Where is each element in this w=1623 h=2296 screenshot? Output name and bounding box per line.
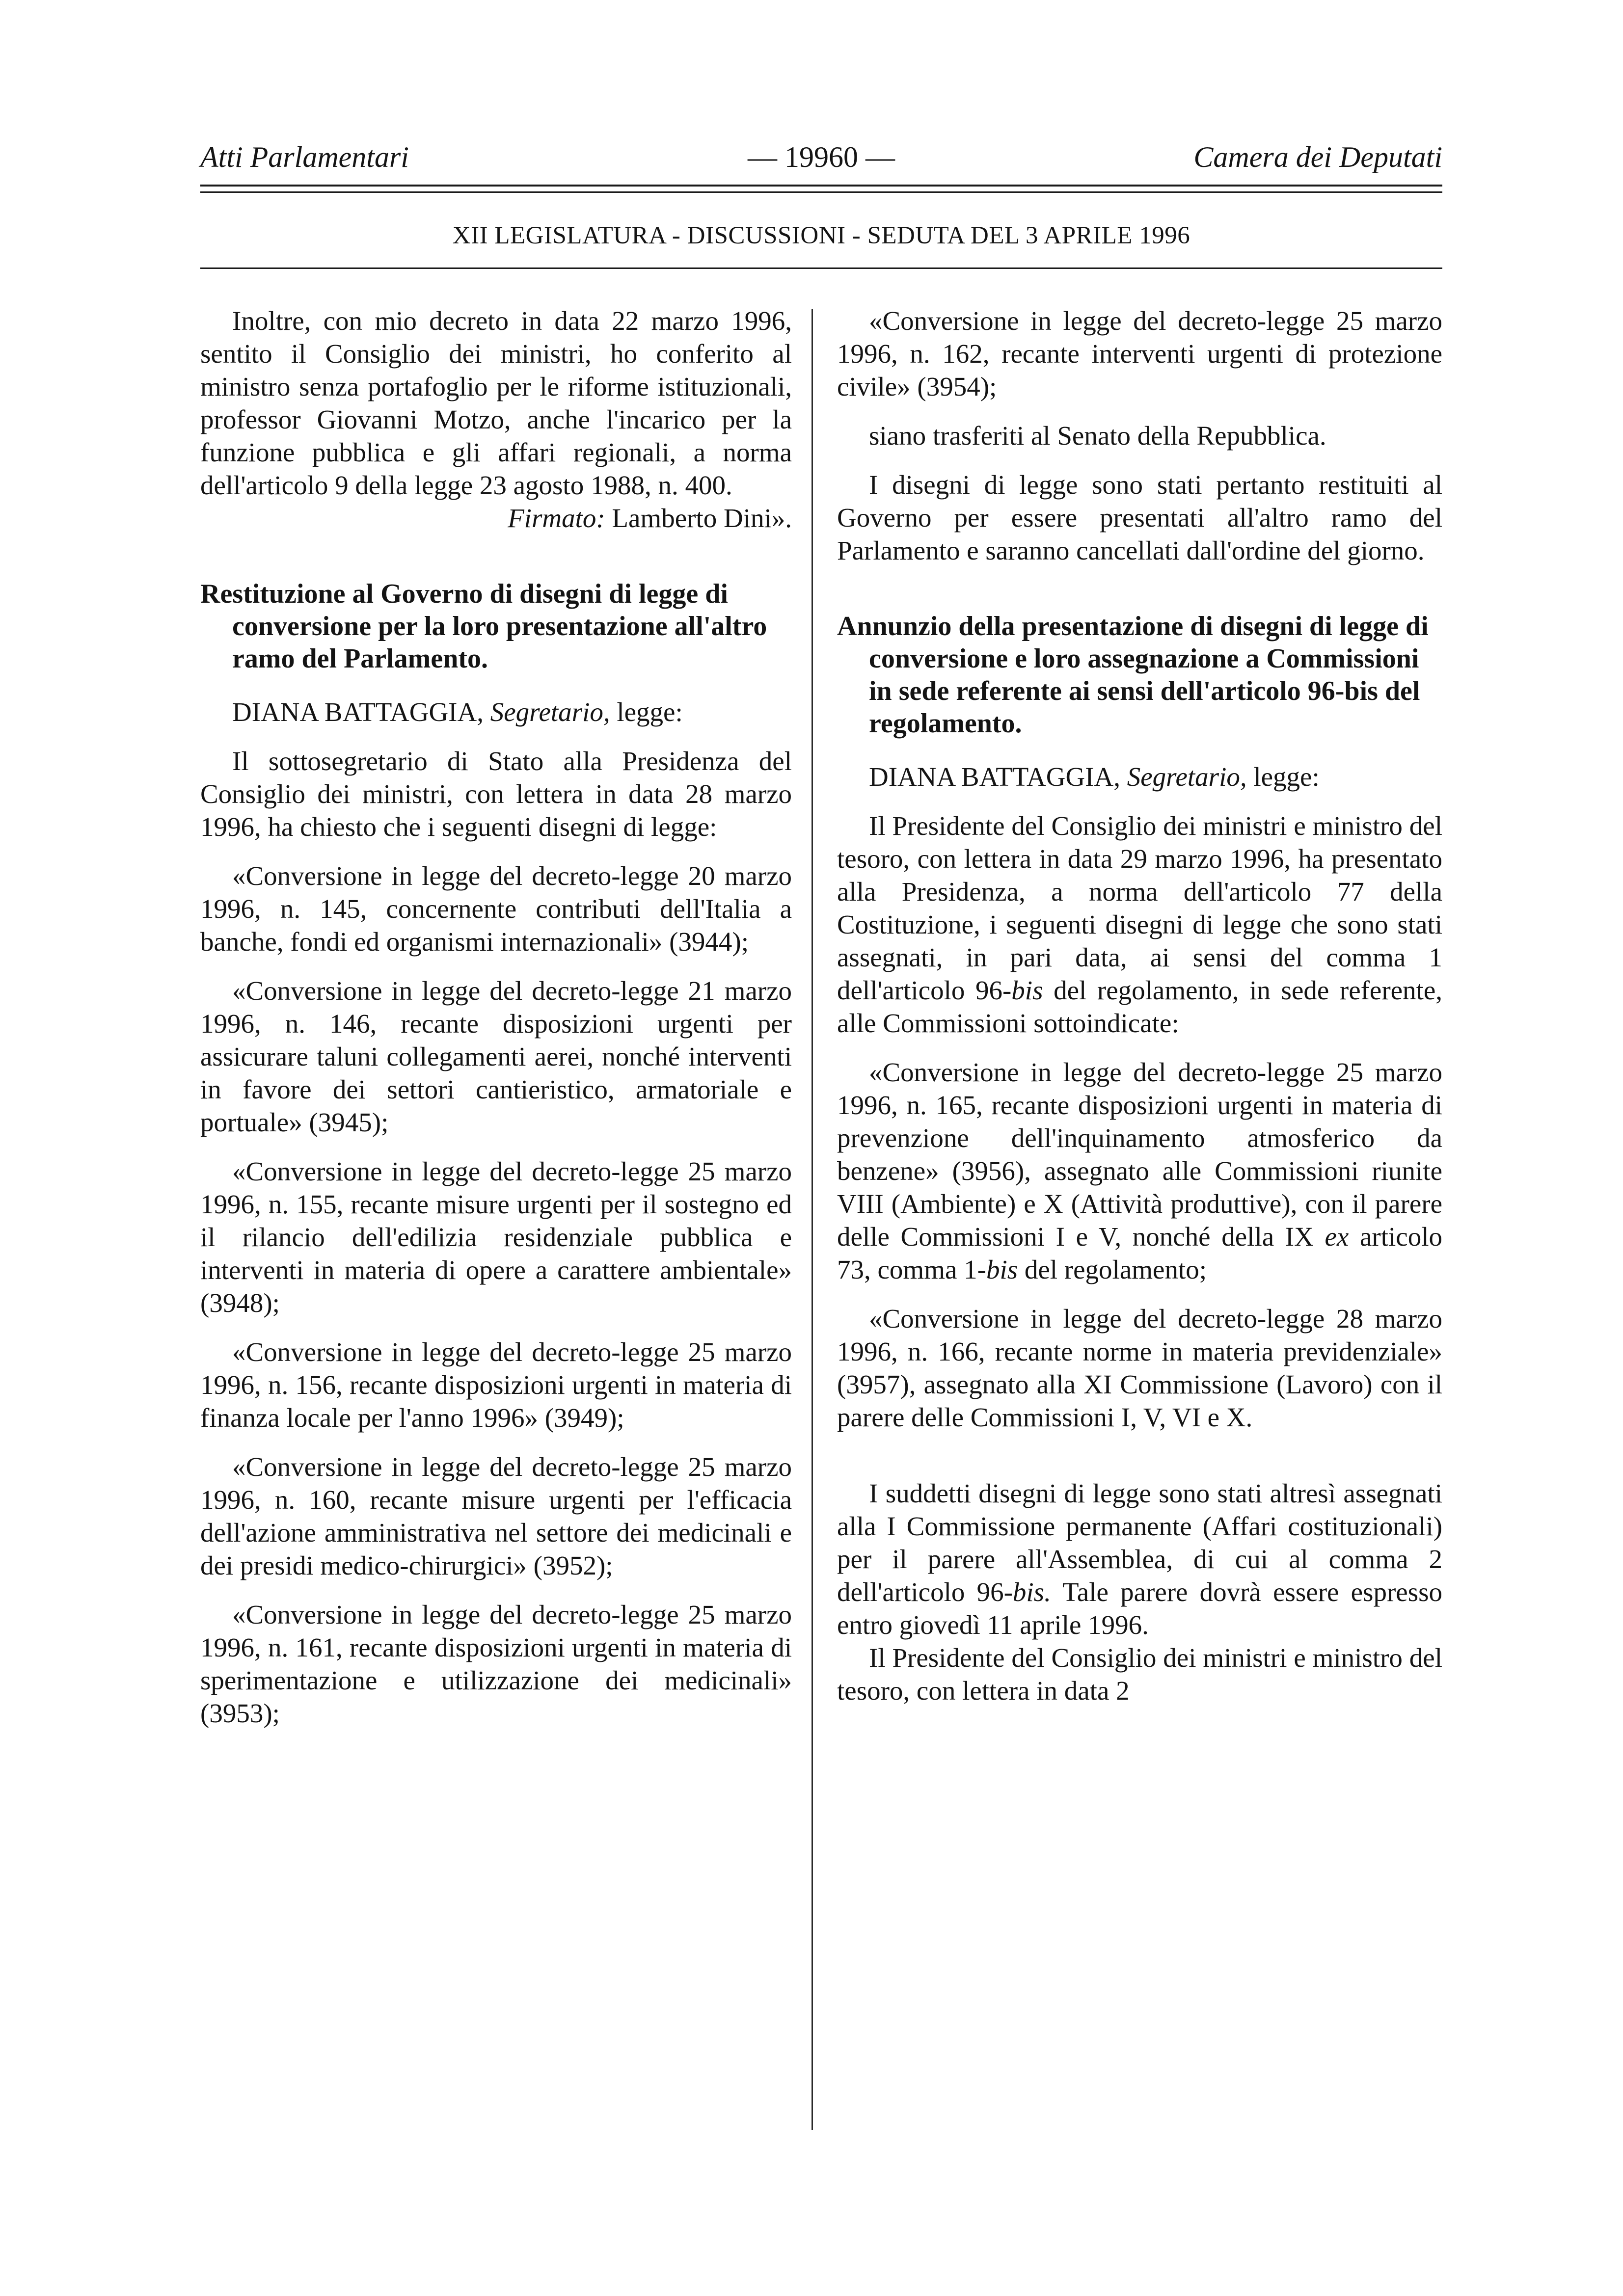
- speaker-verb: legge:: [617, 697, 683, 727]
- section-heading: Restituzione al Governo di disegni di legge di conversione per la loro presentazione all'altro ramo del Parlamento.: [200, 579, 767, 674]
- speaker-line: [200, 695, 792, 728]
- paragraph: Inoltre, con mio decreto in data 22 marzo 1996, sentito il Consiglio dei ministri, ho conferito al ministro senza portafoglio per le riforme istituzionali, professor Giovanni Motzo, anche l'incarico per la funzione pubblica e gli affari regionali, a norma dell'articolo 9 della legge 23 agosto 1988, n. 400.: [200, 306, 792, 500]
- paragraph: I disegni di legge sono stati pertanto restituiti al Governo per essere presentati all'altro ramo del Parlamento e saranno cancellati dall'ordine del giorno.: [837, 470, 1442, 565]
- list-item: «Conversione in legge del decreto-legge 28 marzo 1996, n. 166, recante norme in materia previdenziale» (3957), assegnato alla XI Commissione (Lavoro) con il parere delle Commissioni I, V, VI e X.: [837, 1304, 1442, 1432]
- list-item: «Conversione in legge del decreto-legge 25 marzo 1996, n. 161, recante disposizioni urgenti in materia di sperimentazione e utilizzazione dei medicinali» (3953);: [200, 1600, 792, 1728]
- paragraph: I suddetti disegni di legge sono stati altresì assegnati alla I Commissione permanente (Affari costituzionali) per il parere all'Assemblea, di cui al comma 2 dell'articolo 96-bis. Tale parere dovrà essere espresso entro giovedì 11 aprile 1996.: [837, 1478, 1442, 1640]
- paragraph: Il Presidente del Consiglio dei ministri e ministro del tesoro, con lettera in data 2: [837, 1643, 1442, 1706]
- list-item: «Conversione in legge del decreto-legge 25 marzo 1996, n. 155, recante misure urgenti per il sostegno ed il rilancio dell'edilizia residenziale pubblica e interventi in materia di opere a carattere ambientale» (3948);: [200, 1156, 792, 1318]
- list-item: «Conversione in legge del decreto-legge 21 marzo 1996, n. 146, recante disposizioni urgenti per assicurare taluni collegamenti aerei, nonché interventi in favore dei settori cantieristico, armatoriale e portuale» (3945);: [200, 976, 792, 1137]
- left-column: [200, 304, 792, 1746]
- paragraph: Il Presidente del Consiglio dei ministri e ministro del tesoro, con lettera in data 29 marzo 1996, ha presentato alla Presidenza, a norma dell'articolo 77 della Costituzione, i seguenti disegni di legge che sono stati assegnati, in pari data, ai sensi del comma 1 dell'articolo 96-bis del regolamento, in sede referente, alle Commissioni sottoindicate:: [837, 811, 1442, 1038]
- speaker-line: [837, 760, 1442, 793]
- column-divider: [812, 309, 813, 2130]
- page-number: — 19960 —: [748, 141, 895, 173]
- section-heading: Annunzio della presentazione di disegni di legge di conversione e loro assegnazione a Commissioni in sede referente ai sensi dell'articolo 96-bis del regolamento.: [837, 611, 1429, 739]
- header-rule-top: [200, 185, 1442, 187]
- speaker-name: DIANA BATTAGGIA,: [869, 762, 1120, 792]
- session-subtitle: XII LEGISLATURA - DISCUSSIONI - SEDUTA DEL 3 APRILE 1996: [452, 222, 1190, 249]
- page-header: [200, 137, 1442, 177]
- header-right: Camera dei Deputati: [1193, 141, 1442, 173]
- speaker-role: Segretario,: [490, 697, 610, 727]
- signature: [200, 502, 792, 534]
- paragraph: siano trasferiti al Senato della Repubblica.: [869, 421, 1326, 451]
- list-item: «Conversione in legge del decreto-legge 25 marzo 1996, n. 162, recante interventi urgenti di protezione civile» (3954);: [837, 306, 1442, 401]
- speaker-name: DIANA BATTAGGIA,: [232, 697, 484, 727]
- signature-name: Lamberto Dini».: [612, 503, 792, 533]
- header-rule-bottom: [200, 191, 1442, 193]
- speaker-verb: legge:: [1253, 762, 1320, 792]
- list-item: «Conversione in legge del decreto-legge 25 marzo 1996, n. 165, recante disposizioni urgenti in materia di prevenzione dell'inquinamento atmosferico da benzene» (3956), assegnato alle Commissioni riunite VIII (Ambiente) e X (Attività produttive), con il parere delle Commissioni I e V, nonché della IX ex articolo 73, comma 1-bis del regolamento;: [837, 1057, 1442, 1284]
- header-left: Atti Parlamentari: [200, 141, 409, 173]
- paragraph: Il sottosegretario di Stato alla Presidenza del Consiglio dei ministri, con lettera in data 28 marzo 1996, ha chiesto che i seguenti disegni di legge:: [200, 746, 792, 842]
- list-item: «Conversione in legge del decreto-legge 25 marzo 1996, n. 156, recante disposizioni urgenti in materia di finanza locale per l'anno 1996» (3949);: [200, 1337, 792, 1433]
- subtitle-rule: [200, 267, 1442, 269]
- right-column: [837, 304, 1442, 1723]
- signature-label: Firmato:: [508, 503, 605, 533]
- list-item: «Conversione in legge del decreto-legge 20 marzo 1996, n. 145, concernente contributi dell'Italia a banche, fondi ed organismi internazionali» (3944);: [200, 861, 792, 957]
- speaker-role: Segretario,: [1127, 762, 1247, 792]
- list-item: «Conversione in legge del decreto-legge 25 marzo 1996, n. 160, recante misure urgenti per l'efficacia dell'azione amministrativa nel settore dei medicinali e dei presidi medico-chirurgici» (3952);: [200, 1452, 792, 1580]
